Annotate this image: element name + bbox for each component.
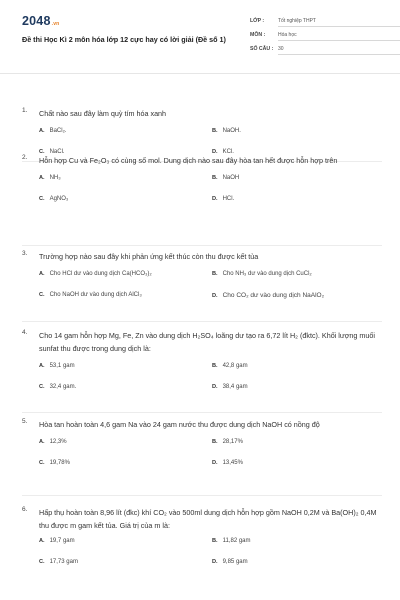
question-6 <box>22 506 382 572</box>
option-d[interactable]: D. KCl. <box>212 149 234 155</box>
option-c[interactable]: C. 32,4 gam. <box>39 384 77 390</box>
option-text: NH₃ <box>49 175 61 181</box>
meta-row-subject <box>250 30 400 44</box>
meta-row-class <box>250 16 400 30</box>
option-text: 42,8 gam <box>222 363 248 369</box>
question-text: Trường hợp nào sau đây khi phản ứng kết thúc còn thu được kết tủa <box>39 252 259 261</box>
option-text: 32,4 gam. <box>49 384 77 390</box>
answer-options <box>39 534 382 572</box>
option-text: Cho CO₂ dư vào dung dịch NaAlO₂ <box>222 292 325 299</box>
option-text: 38,4 gam <box>222 384 248 390</box>
option-b[interactable]: B. NaOH <box>212 175 240 181</box>
option-text: 19,78% <box>49 460 70 466</box>
option-b[interactable]: B. 11,82 gam <box>212 538 251 544</box>
option-text: KCl. <box>222 149 234 155</box>
option-text: 12,3% <box>49 439 67 445</box>
option-text: Cho NaOH dư vào dung dịch AlCl₃ <box>49 292 142 298</box>
question-number: 3. <box>22 250 28 257</box>
option-text: NaOH <box>222 175 240 181</box>
option-text: HCl. <box>222 196 235 202</box>
option-text: AgNO₃ <box>49 196 69 202</box>
option-text: BaCl₂. <box>49 128 67 134</box>
option-a[interactable]: A. 12,3% <box>39 439 67 445</box>
answer-options <box>39 359 382 397</box>
option-c[interactable]: C. AgNO₃ <box>39 196 69 202</box>
meta-value: Hóa học <box>278 30 400 41</box>
option-d[interactable]: D. 13,45% <box>212 460 243 466</box>
option-text: 19,7 gam <box>49 538 75 544</box>
question-number: 2. <box>22 154 28 161</box>
option-a[interactable]: A. Cho HCl dư vào dung dịch Ca(HCO₃)₂ <box>39 271 152 277</box>
meta-label: LỚP : <box>250 18 265 24</box>
option-b[interactable]: B. 42,8 gam <box>212 363 248 369</box>
document-title: Đề thi Học Kì 2 môn hóa lớp 12 cực hay có lời giải (Đề số 1) <box>22 35 226 44</box>
option-a[interactable]: A. NH₃ <box>39 175 61 181</box>
option-d[interactable]: D. 38,4 gam <box>212 384 248 390</box>
answer-options <box>39 171 382 209</box>
option-text: NaCl. <box>49 149 65 155</box>
question-text: Hỗn hợp Cu và Fe₂O₃ có cùng số mol. Dung dịch nào sau đây hòa tan hết được hỗn hợp trên <box>39 156 338 165</box>
question-divider <box>22 245 382 246</box>
answer-options <box>39 267 382 305</box>
question-number: 5. <box>22 418 28 425</box>
logo-suffix: .vn <box>51 21 60 27</box>
logo-text: 2048 <box>22 14 51 28</box>
question-text: Cho 14 gam hỗn hợp Mg, Fe, Zn vào dung dịch H₂SO₄ loãng dư tạo ra 6,72 lít H₂ (đktc). Khối lượng muối sunfat thu được trong dung dịch là: <box>39 331 375 353</box>
question-5 <box>22 418 382 473</box>
question-text: Hòa tan hoàn toàn 4,6 gam Na vào 24 gam nước thu được dung dịch NaOH có nồng độ <box>39 420 320 429</box>
question-3 <box>22 250 382 305</box>
question-number: 4. <box>22 329 28 336</box>
option-d[interactable]: D. Cho CO₂ dư vào dung dịch NaAlO₂ <box>212 292 325 299</box>
answer-options <box>39 435 382 473</box>
question-number: 1. <box>22 107 28 114</box>
option-text: Cho NH₃ dư vào dung dịch CuCl₂ <box>222 271 312 277</box>
option-text: 28,17% <box>222 439 243 445</box>
option-text: 17,73 gam <box>49 559 78 565</box>
option-text: NaOH. <box>222 128 241 134</box>
option-b[interactable]: B. 28,17% <box>212 439 243 445</box>
question-divider <box>22 321 382 322</box>
meta-label: MÔN : <box>250 32 266 38</box>
option-text: 9,85 gam <box>222 559 248 565</box>
meta-value: Tốt nghiệp THPT <box>278 16 400 27</box>
option-c[interactable]: C. 17,73 gam <box>39 559 78 565</box>
option-d[interactable]: D. 9,85 gam <box>212 559 248 565</box>
option-c[interactable]: C. 19,78% <box>39 460 70 466</box>
option-text: 53,1 gam <box>49 363 75 369</box>
option-a[interactable]: A. 19,7 gam <box>39 538 75 544</box>
option-a[interactable]: A. BaCl₂. <box>39 128 67 134</box>
meta-label: SỐ CÂU : <box>250 46 274 52</box>
option-b[interactable]: B. Cho NH₃ dư vào dung dịch CuCl₂ <box>212 271 312 277</box>
question-text: Chất nào sau đây làm quỳ tím hóa xanh <box>39 109 167 118</box>
option-text: Cho HCl dư vào dung dịch Ca(HCO₃)₂ <box>49 271 152 277</box>
option-b[interactable]: B. NaOH. <box>212 128 241 134</box>
option-d[interactable]: D. HCl. <box>212 196 235 202</box>
meta-row-count <box>250 44 400 58</box>
option-text: 13,45% <box>222 460 243 466</box>
exam-meta <box>250 16 400 58</box>
option-text: 11,82 gam <box>222 538 251 544</box>
question-4 <box>22 329 382 397</box>
question-divider <box>22 495 382 496</box>
option-c[interactable]: C. Cho NaOH dư vào dung dịch AlCl₃ <box>39 292 142 298</box>
question-divider <box>22 412 382 413</box>
option-c[interactable]: C. NaCl. <box>39 149 65 155</box>
header-divider <box>0 73 400 74</box>
question-number: 6. <box>22 506 28 513</box>
option-a[interactable]: A. 53,1 gam <box>39 363 75 369</box>
question-text: Hấp thụ hoàn toàn 8,96 lít (đkc) khí CO₂ vào 500ml dung dịch hỗn hợp gồm NaOH 0,2M và Ba(OH)₂ 0,4M thu được m gam kết tủa. Giá trị của m là: <box>39 508 377 530</box>
site-logo[interactable] <box>22 14 59 28</box>
document-header <box>22 14 382 62</box>
meta-value: 30 <box>278 44 400 55</box>
question-2 <box>22 154 382 209</box>
